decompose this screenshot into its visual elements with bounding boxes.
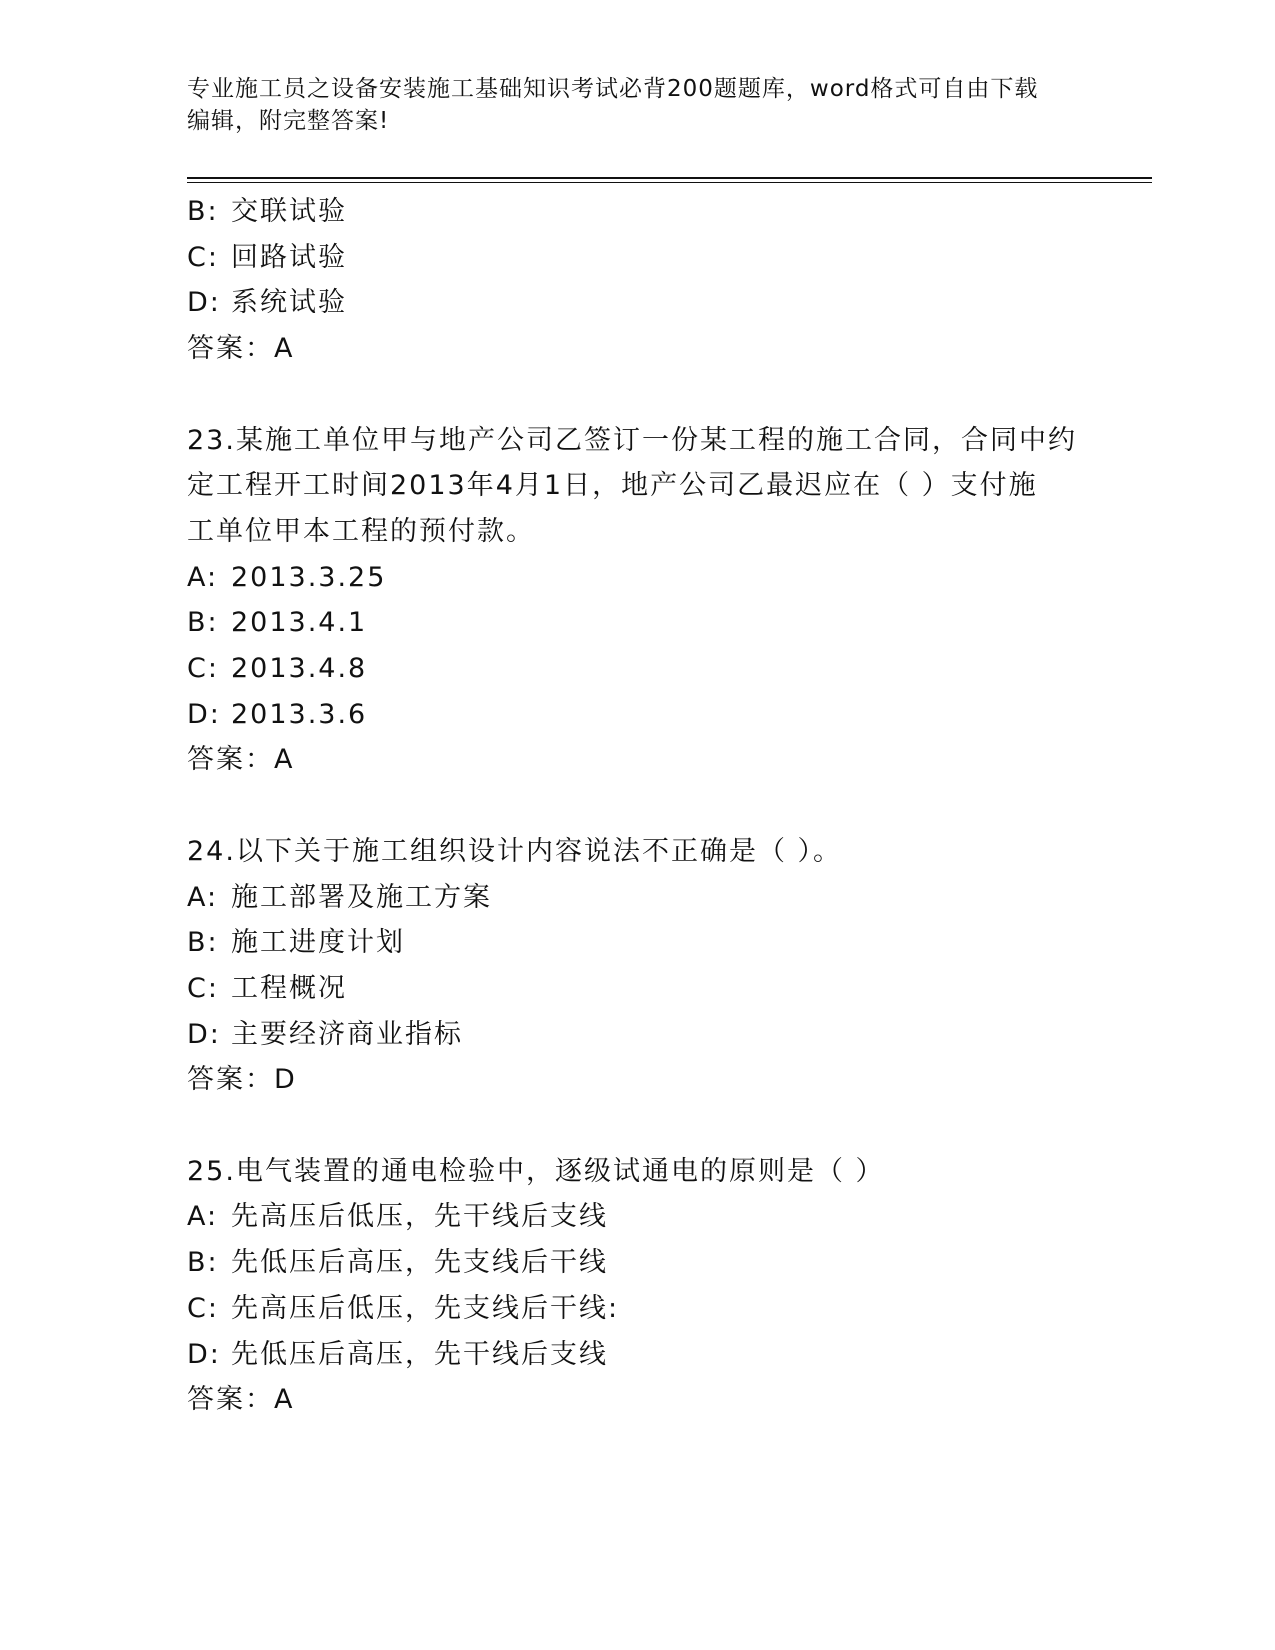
option-c <box>187 966 1087 1012</box>
option-c <box>187 646 1087 692</box>
option-text: 施工部署及施工方案 <box>231 881 492 913</box>
option-label: C: <box>187 972 219 1004</box>
question-stem-line: 25.电气装置的通电检验中，逐级试通电的原则是（ ） <box>187 1155 885 1187</box>
header-divider-thin <box>187 182 1152 183</box>
question-23 <box>187 418 1087 784</box>
option-label: B: <box>187 927 219 959</box>
option-d <box>187 1332 1087 1378</box>
option-label: A: <box>187 561 219 593</box>
option-text: 系统试验 <box>231 287 347 319</box>
header-title-line-2: 编辑，附完整答案! <box>187 108 390 134</box>
question-25 <box>187 1149 1087 1423</box>
option-label: C: <box>187 653 219 685</box>
option-text: 先高压后低压，先支线后干线: <box>231 1292 620 1324</box>
option-text: 主要经济商业指标 <box>231 1018 463 1050</box>
option-a <box>187 875 1087 921</box>
option-label: B: <box>187 1247 219 1279</box>
question-22-continued <box>187 189 1087 372</box>
spacer <box>187 783 1087 829</box>
answer-text: 答案：A <box>187 1384 295 1416</box>
page-header <box>187 73 1087 137</box>
option-text: 2013.3.25 <box>231 561 387 593</box>
option-text: 施工进度计划 <box>231 927 405 959</box>
spacer <box>187 1103 1087 1149</box>
option-text: 工程概况 <box>231 972 347 1004</box>
option-label: A: <box>187 881 219 913</box>
option-b <box>187 600 1087 646</box>
option-label: C: <box>187 1292 219 1324</box>
option-text: 先高压后低压，先干线后支线 <box>231 1201 608 1233</box>
question-stem-line: 23.某施工单位甲与地产公司乙签订一份某工程的施工合同，合同中约 <box>187 424 1077 456</box>
option-a <box>187 555 1087 601</box>
option-label: D: <box>187 1018 221 1050</box>
option-label: C: <box>187 241 219 273</box>
answer-text: 答案：A <box>187 744 295 776</box>
option-text: 2013.4.1 <box>231 607 368 639</box>
option-b <box>187 920 1087 966</box>
answer-text: 答案：A <box>187 333 295 365</box>
option-text: 2013.4.8 <box>231 653 368 685</box>
question-24 <box>187 829 1087 1103</box>
option-c <box>187 235 1087 281</box>
header-title-line-1: 专业施工员之设备安装施工基础知识考试必背200题题库，word格式可自由下载 <box>187 76 1039 102</box>
option-d <box>187 1012 1087 1058</box>
question-content <box>187 189 1087 1423</box>
option-label: D: <box>187 698 221 730</box>
spacer <box>187 372 1087 418</box>
option-c <box>187 1286 1087 1332</box>
option-label: B: <box>187 196 219 227</box>
option-label: B: <box>187 607 219 639</box>
option-b <box>187 1240 1087 1286</box>
option-text: 交联试验 <box>231 196 347 227</box>
answer-text: 答案：D <box>187 1064 297 1096</box>
option-d <box>187 280 1087 326</box>
option-text: 2013.3.6 <box>231 698 368 730</box>
option-label: A: <box>187 1201 219 1233</box>
option-text: 先低压后高压，先干线后支线 <box>231 1338 608 1370</box>
option-a <box>187 1194 1087 1240</box>
question-stem-line: 工单位甲本工程的预付款。 <box>187 515 535 547</box>
option-b <box>187 189 1087 235</box>
option-d <box>187 692 1087 738</box>
question-stem-line: 24.以下关于施工组织设计内容说法不正确是（ ）。 <box>187 835 843 867</box>
question-stem-line: 定工程开工时间2013年4月1日，地产公司乙最迟应在（ ）支付施 <box>187 470 1038 502</box>
option-text: 先低压后高压，先支线后干线 <box>231 1247 608 1279</box>
option-text: 回路试验 <box>231 241 347 273</box>
option-label: D: <box>187 1338 221 1370</box>
option-label: D: <box>187 287 221 319</box>
header-divider-thick <box>187 177 1152 179</box>
